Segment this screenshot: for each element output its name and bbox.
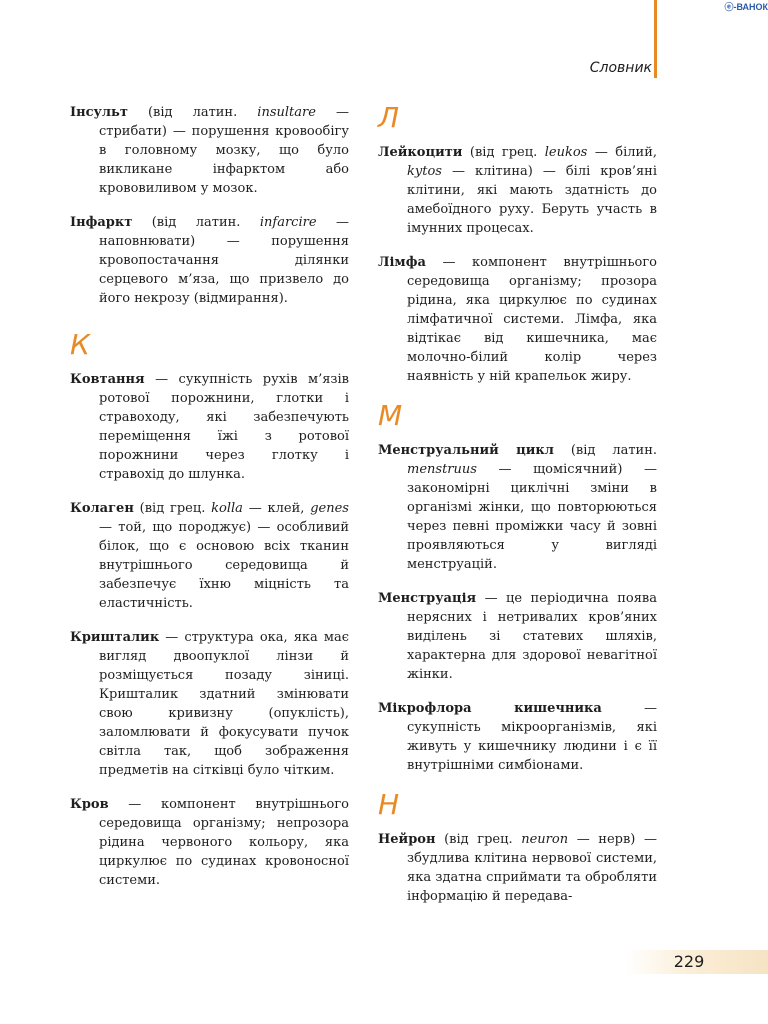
glossary-entry-lymph — [378, 253, 657, 386]
entry-text: — стрибати) — порушення кровообігу в головному мозку, що було викликане інфарктом або крововиливом у мозок. — [99, 105, 349, 196]
entry-text: (від латин. — [553, 443, 657, 458]
glossary-entry-insult — [70, 103, 349, 198]
letter-heading-m: М — [378, 399, 403, 432]
right-column — [378, 103, 657, 921]
term: Кришталик — [70, 630, 160, 645]
term: Лейкоцити — [378, 145, 463, 160]
glossary-entry-blood — [70, 795, 349, 890]
term: Нейрон — [378, 832, 436, 847]
entry-text: (від грец. — [133, 501, 212, 516]
term: Лімфа — [378, 255, 426, 270]
entry-text: — клітина) — білі кров’яні клітини, які мають здатність до амебоїдного руху. Беруть участь в імунних процесах. — [407, 164, 657, 236]
entry-text: — щомісячний) — закономірні циклічні зміни в організмі жінки, що повторюються через певні проміжки часу й зовні проявляються у вигляді менструацій. — [407, 462, 657, 572]
entry-text: (від грец. — [435, 832, 522, 847]
entry-text: (від латин. — [127, 105, 258, 120]
letter-heading-l: Л — [378, 101, 400, 134]
entry-text: — нерв) — збудлива клітина нервової системи, яка здатна сприймати та обробляти інформацію й передава- — [407, 832, 657, 904]
glossary-entry-menstruation — [378, 589, 657, 684]
term: Ковтання — [70, 372, 145, 387]
term: Інфаркт — [70, 215, 133, 230]
term: Колаген — [70, 501, 134, 516]
letter-heading-n: Н — [378, 788, 400, 821]
entry-text: (від латин. — [132, 215, 260, 230]
entry-text: — той, що породжує) — особливий білок, що є основою всіх тканин внутрішнього середовища й забезпечує їхню міцність та еластичність. — [99, 520, 349, 611]
term: Мікрофлора кишечника — [378, 701, 602, 716]
glossary-entry-collagen — [70, 499, 349, 613]
term: Менструація — [378, 591, 477, 606]
glossary-entry-swallowing — [70, 370, 349, 484]
glossary-entry-gut-microflora — [378, 699, 657, 775]
latin-word: kytos — [407, 164, 442, 179]
entry-text: — сукупність рухів м’язів ротової порожнини, глотки і стравоходу, які забезпечують переміщення їжі з ротової порожнини через глотку і стравохід до шлунка. — [99, 372, 349, 482]
entry-text: (від грец. — [462, 145, 545, 160]
latin-word: genes — [310, 501, 349, 516]
term: Інсульт — [70, 105, 128, 120]
glossary-entry-leukocytes — [378, 143, 657, 238]
term: Кров — [70, 797, 109, 812]
latin-word: infarcire — [259, 215, 317, 230]
entry-text: — білий, — [587, 145, 657, 160]
section-title: Словник — [589, 60, 652, 76]
header-accent-bar — [654, 0, 657, 78]
entry-text: — клей, — [242, 501, 311, 516]
glossary-entry-infarct — [70, 213, 349, 308]
page-number: 229 — [673, 952, 705, 971]
latin-word: neuron — [521, 832, 569, 847]
entry-text: — наповнювати) — порушення кровопостачання ділянки серцевого м’яза, що призвело до його некрозу (відмирання). — [99, 215, 349, 306]
entry-text: — компонент внутрішнього середовища організму; прозора рідина, яка циркулює по судинах лімфатичної системи. Лімфа, яка відтікає від кишечника, має молочно-білий колір через наявність у ній крапельок жиру. — [407, 255, 657, 384]
letter-heading-k: К — [70, 328, 90, 361]
entry-text: — компонент внутрішнього середовища організму; непрозора рідина червоного кольору, яка циркулює по судинах кровоносної системи. — [99, 797, 349, 888]
latin-word: insultare — [257, 105, 316, 120]
term: Менструальний цикл — [378, 443, 554, 458]
glossary-entry-lens — [70, 628, 349, 780]
glossary-entry-neuron — [378, 830, 657, 906]
latin-word: menstruus — [407, 462, 477, 477]
latin-word: kolla — [211, 501, 243, 516]
latin-word: leukos — [544, 145, 588, 160]
entry-text: — сукупність мікроорганізмів, які живуть у кишечнику людини і є її внутрішніми симбіонами. — [407, 701, 657, 773]
publisher-logo: ⓔ-ВАНОК — [724, 2, 768, 12]
left-column — [70, 103, 349, 905]
glossary-entry-menstrual-cycle — [378, 441, 657, 574]
entry-text: — це періодична поява нерясних і нетривалих кров’яних виділень зі статевих шляхів, характерна для здорової невагітної жінки. — [407, 591, 657, 682]
entry-text: — структура ока, яка має вигляд двоопуклої лінзи й розміщується позаду зіниці. Кришталик здатний змінювати свою кривизну (опуклість), заломлювати й фокусувати пучок світла так, щоб зображення предметів на сітківці було чітким. — [99, 630, 349, 778]
